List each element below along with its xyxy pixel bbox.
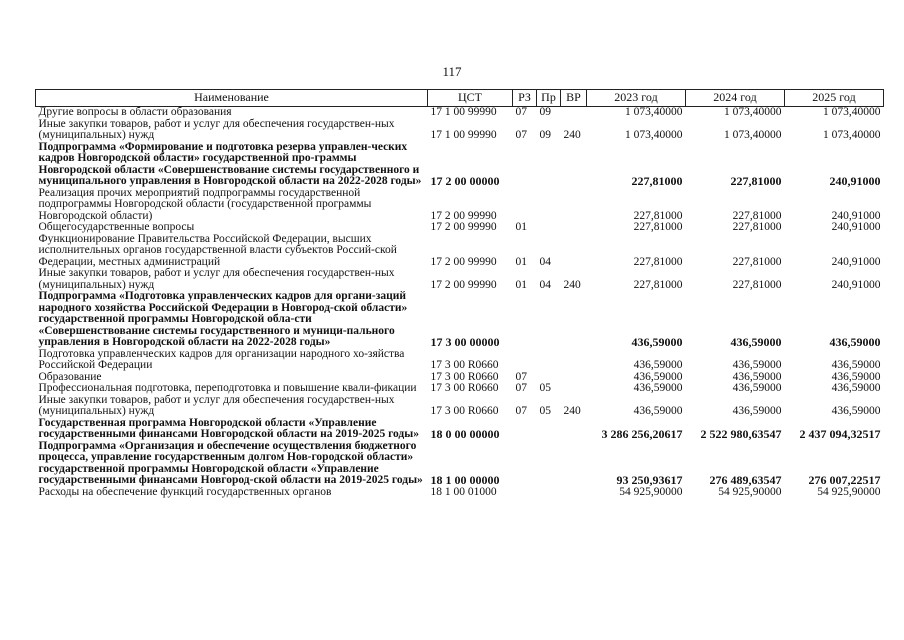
cell-2025: 2 437 094,32517 <box>799 427 881 441</box>
cell-name: Образование <box>38 370 102 383</box>
cell-name: Профессиональная подготовка, переподготовка и повышение квали-фикации <box>38 382 417 394</box>
cell-2025: 240,91000 <box>831 255 881 268</box>
cell-rz: 07 <box>515 382 527 394</box>
cell-cst: 18 1 00 01000 <box>430 485 497 498</box>
cell-vr <box>561 418 587 441</box>
cell-vr <box>561 441 587 487</box>
cell-cst: 17 3 00 R0660 <box>430 359 499 371</box>
table-row <box>36 234 884 269</box>
cell-2025: 276 007,22517 <box>808 473 881 487</box>
cell-vr <box>561 372 587 384</box>
cell-vr: 240 <box>563 129 581 141</box>
cell-2023: 436,59000 <box>633 382 683 394</box>
cell-2024: 227,81000 <box>732 209 782 222</box>
cell-rz <box>513 418 537 441</box>
cell-cst: 17 2 00 99990 <box>430 221 497 233</box>
cell-vr <box>561 291 587 349</box>
cell-name: Расходы на обеспечение функций государственных органов <box>38 485 332 498</box>
cell-vr <box>561 188 587 223</box>
cell-rz <box>513 349 537 372</box>
cell-cst: 18 0 00 00000 <box>430 427 500 441</box>
table-row <box>36 188 884 223</box>
table-row <box>36 142 884 188</box>
cell-vr <box>561 349 587 372</box>
cell-name: Подпрограмма «Подготовка управленческих кадров для органи-заций народного хозяйства Российской Федерации в Новгород-ской области» государственной программы Новгородской обла-сти «Совершенствование системы государственного и муници-пального управления в Новгородской области на 2022-2028 годы» <box>38 290 408 348</box>
cell-vr <box>561 383 587 395</box>
cell-2023: 54 925,90000 <box>619 485 683 498</box>
cell-pr: 04 <box>539 255 551 268</box>
table-row <box>36 418 884 441</box>
header-rz: РЗ <box>513 90 537 107</box>
cell-rz: 07 <box>515 106 527 118</box>
cell-2025: 240,91000 <box>831 209 881 222</box>
cell-vr <box>561 222 587 234</box>
cell-name: Другие вопросы в области образования <box>38 106 232 118</box>
cell-2024: 227,81000 <box>730 174 782 188</box>
cell-rz: 07 <box>515 370 527 383</box>
page-number: 117 <box>442 64 462 79</box>
cell-rz <box>513 142 537 188</box>
cell-pr <box>537 418 561 441</box>
table-row <box>36 383 884 395</box>
cell-2025: 54 925,90000 <box>817 485 881 498</box>
cell-cst: 17 3 00 R0660 <box>430 405 499 417</box>
cell-pr <box>537 349 561 372</box>
cell-2025: 240,91000 <box>831 221 881 233</box>
cell-2023: 436,59000 <box>633 405 683 417</box>
cell-2023: 436,59000 <box>633 359 683 371</box>
cell-pr <box>537 222 561 234</box>
cell-2023: 3 286 256,20617 <box>601 427 683 441</box>
cell-cst: 17 2 00 99990 <box>430 209 497 222</box>
cell-name: Подпрограмма «Организация и обеспечение осуществления бюджетного процесса, управление государственным долгом Нов-городской области» государственной программы Новгородской области «Управление государственными финансами Новгород-ской области на 2019-2025 годы» <box>38 439 423 486</box>
header-name: Наименование <box>36 90 428 107</box>
cell-2024: 227,81000 <box>732 221 782 233</box>
cell-2023: 436,59000 <box>633 370 683 383</box>
cell-cst: 17 1 00 99990 <box>430 106 497 118</box>
cell-2025: 436,59000 <box>831 370 881 383</box>
cell-pr: 05 <box>539 382 551 394</box>
cell-cst: 17 3 00 R0660 <box>430 382 499 394</box>
cell-rz <box>513 291 537 349</box>
header-cst: ЦСТ <box>428 90 513 107</box>
cell-name: Иные закупки товаров, работ и услуг для обеспечения государствен-ных (муниципальных) нужд <box>38 267 395 291</box>
cell-pr <box>537 291 561 349</box>
header-2025: 2025 год <box>785 90 884 107</box>
cell-cst: 17 3 00 00000 <box>430 335 500 349</box>
header-2023: 2023 год <box>587 90 686 107</box>
cell-name: Подготовка управленческих кадров для организации народного хо-зяйства Российской Федерации <box>38 347 405 371</box>
cell-2023: 93 250,93617 <box>616 473 683 487</box>
cell-name: Функционирование Правительства Российской Федерации, высших исполнительных органов государственной власти субъектов Россий-ской Федерации, местных администраций <box>38 232 397 268</box>
table-row <box>36 291 884 349</box>
cell-pr <box>537 188 561 223</box>
cell-2024: 227,81000 <box>732 278 782 291</box>
cell-name: Общегосударственные вопросы <box>38 221 195 233</box>
cell-pr <box>537 142 561 188</box>
cell-rz: 07 <box>515 129 527 141</box>
cell-name: Реализация прочих мероприятий подпрограммы государственной подпрограммы Новгородской области (государственной программы Новгородской области) <box>38 186 372 222</box>
cell-cst: 18 1 00 00000 <box>430 473 500 487</box>
cell-pr <box>537 441 561 487</box>
cell-rz: 01 <box>515 255 527 268</box>
table-header-row <box>36 90 884 107</box>
cell-pr <box>537 487 561 499</box>
cell-vr <box>561 487 587 499</box>
cell-2024: 2 522 980,63547 <box>700 427 782 441</box>
cell-2025: 436,59000 <box>831 359 881 371</box>
cell-2023: 1 073,40000 <box>625 106 683 118</box>
cell-2024: 1 073,40000 <box>724 106 782 118</box>
cell-cst: 17 3 00 R0660 <box>430 370 499 383</box>
table-body <box>36 107 884 499</box>
cell-vr: 240 <box>563 278 581 291</box>
table-row <box>36 107 884 119</box>
cell-2024: 436,59000 <box>732 382 782 394</box>
cell-2025: 436,59000 <box>831 405 881 417</box>
budget-table <box>35 89 884 498</box>
cell-rz <box>513 188 537 223</box>
cell-cst: 17 2 00 99990 <box>430 278 497 291</box>
cell-2024: 436,59000 <box>730 335 782 349</box>
cell-name: Подпрограмма «Формирование и подготовка резерва управлен-ческих кадров Новгородской области» государственной про-граммы Новгородской области «Совершенствование системы государственного и муниципального управления в Новгородской области на 2022-2028 годы» <box>38 140 422 187</box>
cell-2023: 227,81000 <box>633 221 683 233</box>
cell-pr: 09 <box>539 106 551 118</box>
cell-rz: 01 <box>515 278 527 291</box>
table-row <box>36 487 884 499</box>
cell-2024: 436,59000 <box>732 370 782 383</box>
header-vr: ВР <box>561 90 587 107</box>
table-row <box>36 349 884 372</box>
cell-rz <box>513 487 537 499</box>
cell-vr <box>561 234 587 269</box>
table-row <box>36 119 884 142</box>
cell-pr: 04 <box>539 278 551 291</box>
table-row <box>36 268 884 291</box>
cell-2023: 436,59000 <box>631 335 683 349</box>
cell-2025: 436,59000 <box>831 382 881 394</box>
cell-2024: 227,81000 <box>732 255 782 268</box>
table-row <box>36 441 884 487</box>
cell-cst: 17 2 00 00000 <box>430 174 500 188</box>
table-row <box>36 395 884 418</box>
cell-2025: 436,59000 <box>829 335 881 349</box>
cell-name: Государственная программа Новгородской области «Управление государственными финансами Новгородской области на 2019-2025 годы» <box>38 416 419 440</box>
cell-2023: 227,81000 <box>633 255 683 268</box>
cell-2024: 436,59000 <box>732 359 782 371</box>
cell-name: Иные закупки товаров, работ и услуг для обеспечения государствен-ных (муниципальных) нужд <box>38 117 395 141</box>
cell-2024: 54 925,90000 <box>718 485 782 498</box>
cell-2023: 227,81000 <box>631 174 683 188</box>
cell-cst: 17 1 00 99990 <box>430 129 497 141</box>
cell-2023: 1 073,40000 <box>625 129 683 141</box>
cell-rz: 07 <box>515 405 527 417</box>
header-2024: 2024 год <box>686 90 785 107</box>
cell-vr <box>561 142 587 188</box>
cell-2025: 240,91000 <box>831 278 881 291</box>
cell-2024: 436,59000 <box>732 405 782 417</box>
cell-vr <box>561 107 587 119</box>
cell-rz: 01 <box>515 221 527 233</box>
cell-pr: 09 <box>539 129 551 141</box>
cell-vr: 240 <box>563 405 581 417</box>
cell-2025: 1 073,40000 <box>823 106 881 118</box>
cell-pr: 05 <box>539 405 551 417</box>
cell-2025: 240,91000 <box>829 174 881 188</box>
cell-2023: 227,81000 <box>633 209 683 222</box>
cell-2025: 1 073,40000 <box>823 129 881 141</box>
cell-rz <box>513 441 537 487</box>
header-pr: Пр <box>537 90 561 107</box>
cell-2023: 227,81000 <box>633 278 683 291</box>
cell-2024: 1 073,40000 <box>724 129 782 141</box>
cell-cst: 17 2 00 99990 <box>430 255 497 268</box>
cell-name: Иные закупки товаров, работ и услуг для обеспечения государствен-ных (муниципальных) нужд <box>38 393 395 417</box>
table-row <box>36 222 884 234</box>
cell-2024: 276 489,63547 <box>709 473 782 487</box>
